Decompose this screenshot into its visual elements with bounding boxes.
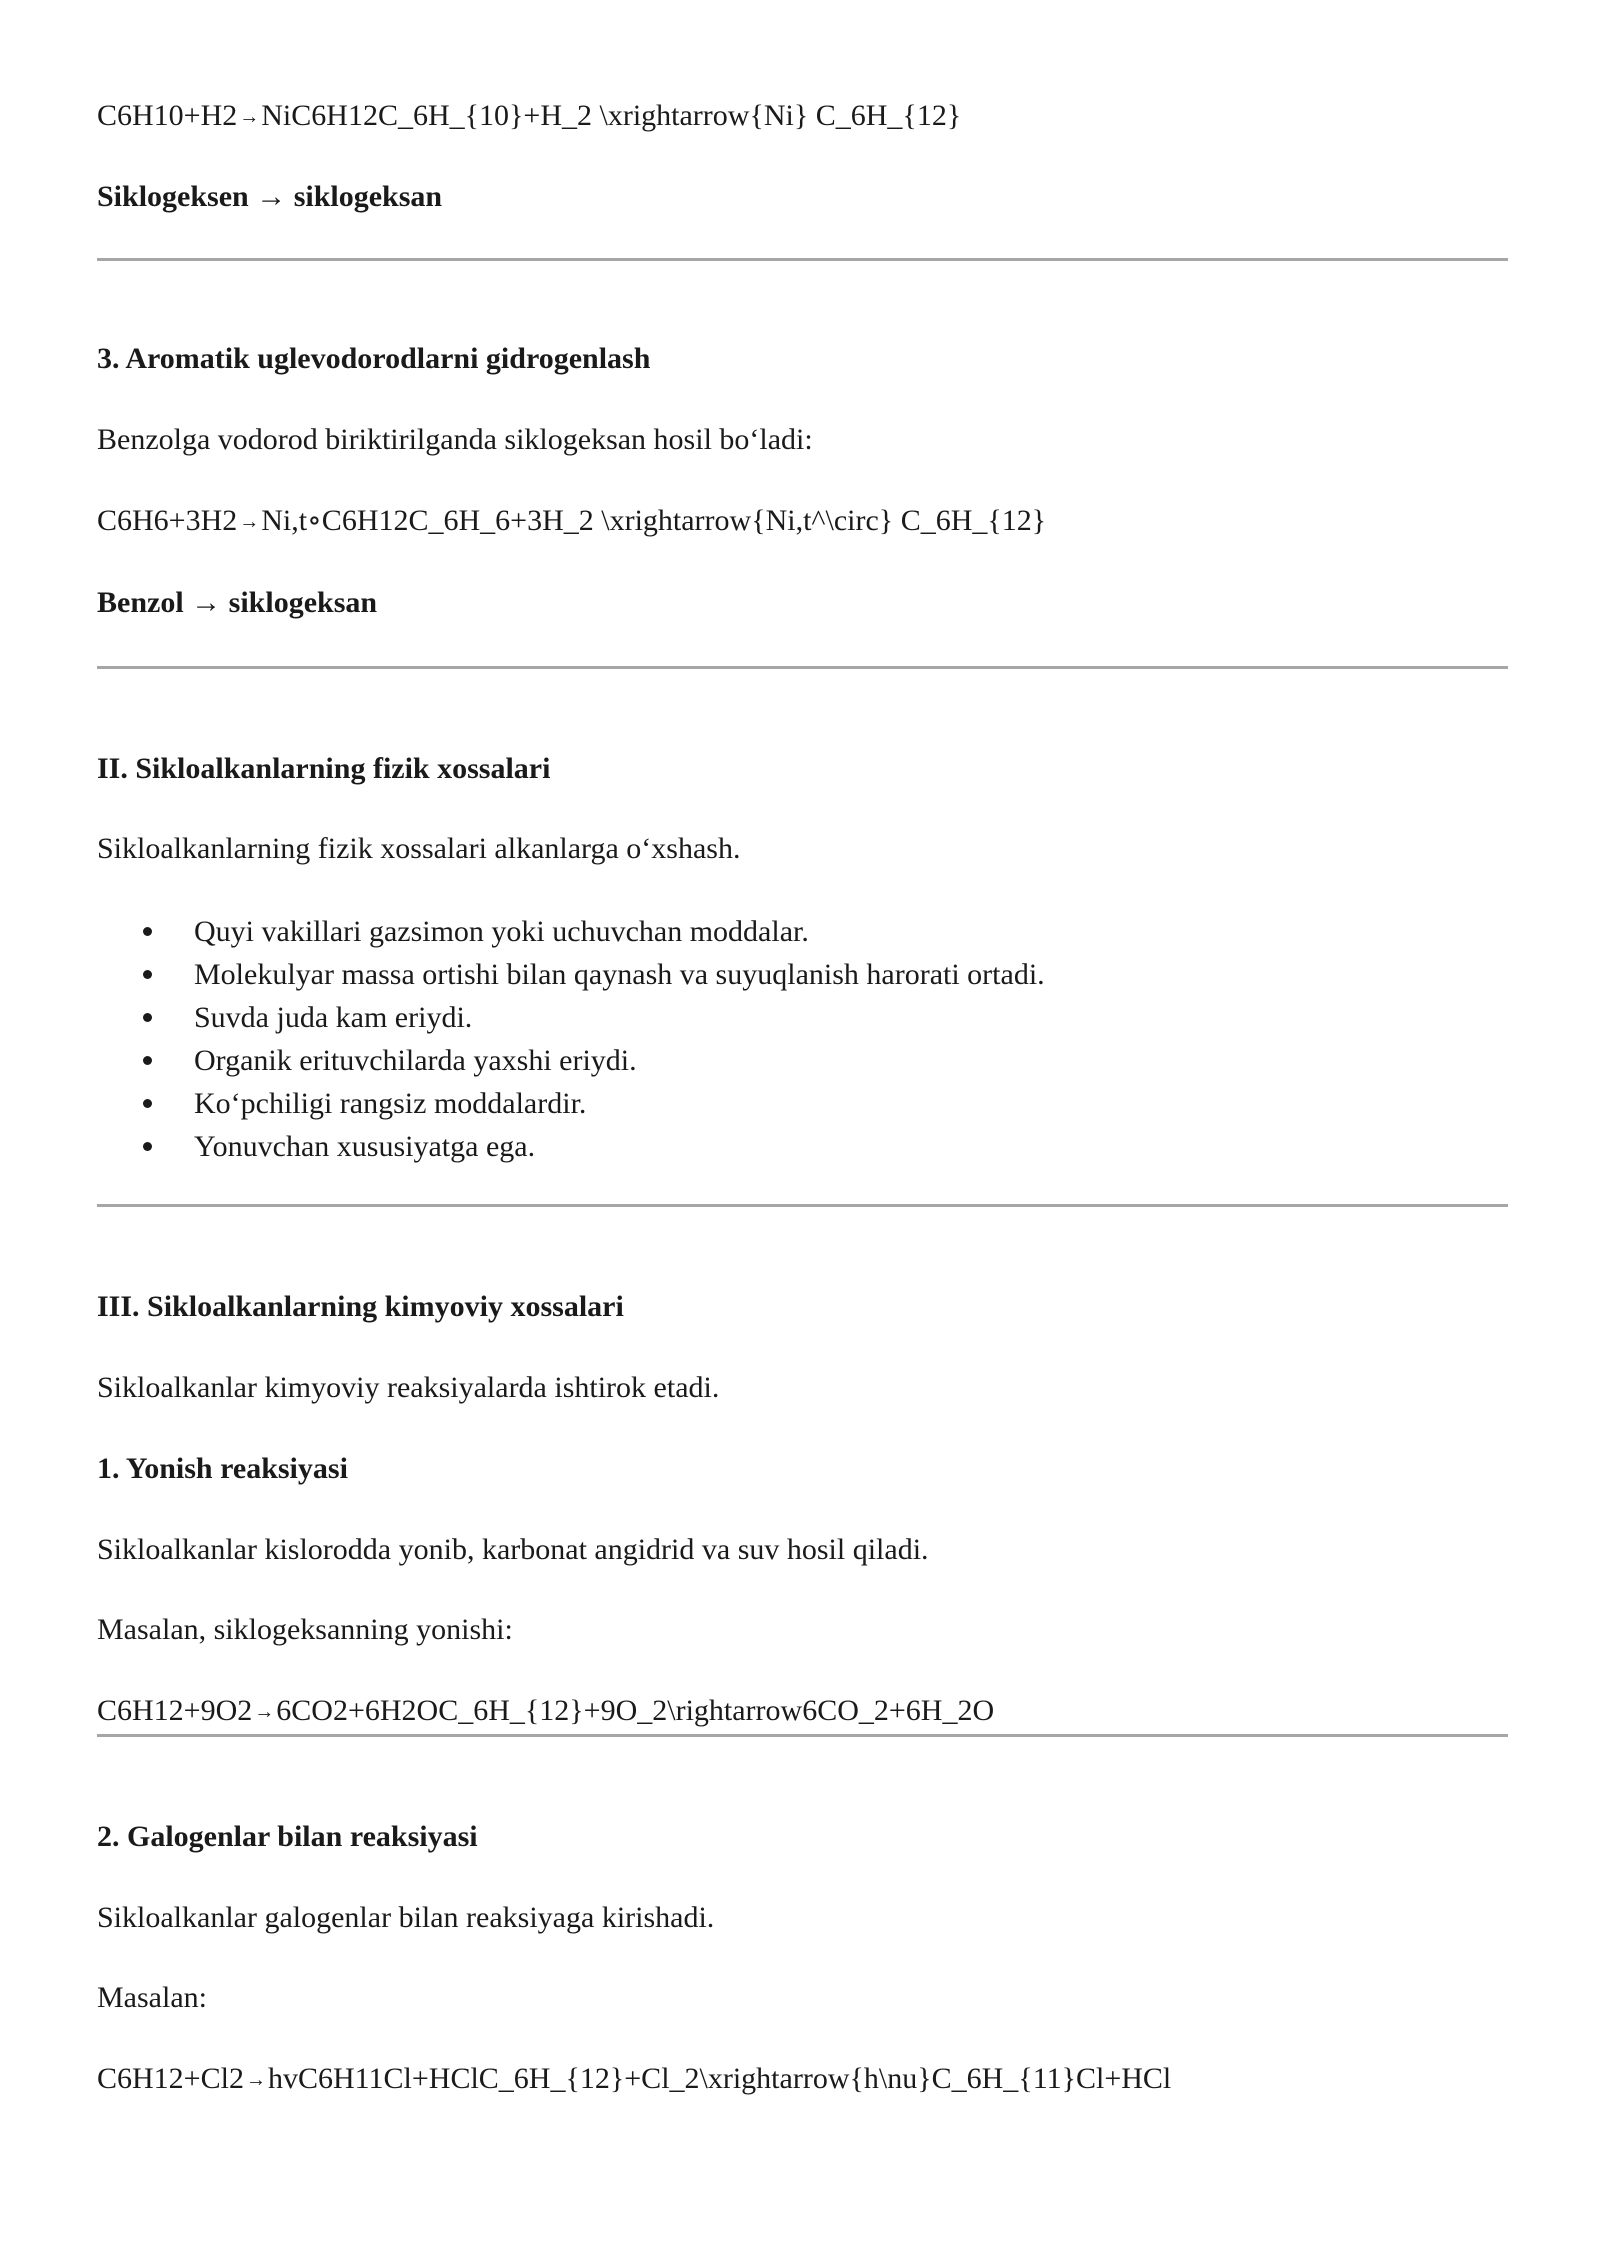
equation-left: C6H12+9O2 [97,1694,253,1727]
reaction-arrow: → [239,106,260,128]
section-divider [97,666,1508,669]
bullet-icon [143,970,152,979]
bullet-icon [143,1099,152,1108]
list-item-text: Ko‘pchiligi rangsiz moddalardir. [194,1087,587,1120]
equation-cyclohexene-hydrogenation [97,97,961,138]
physical-properties-heading: II. Sikloalkanlarning fizik xossalari [97,752,551,785]
equation-benzene-hydrogenation [97,502,1046,543]
combustion-text: Sikloalkanlar kislorodda yonib, karbonat angidrid va suv hosil qiladi. [97,1533,929,1566]
section-divider [97,258,1508,261]
equation-left: C6H6+3H2 [97,504,238,537]
list-item-text: Yonuvchan xususiyatga ega. [194,1130,536,1163]
benzene-caption: Benzol → siklogeksan [97,586,378,619]
list-item [97,996,1045,1039]
cyclohexene-caption: Siklogeksen → siklogeksan [97,180,443,213]
list-item [97,1125,1045,1168]
reaction-arrow: → [239,511,260,533]
bullet-icon [143,1142,152,1151]
physical-properties-intro: Sikloalkanlarning fizik xossalari alkanlarga o‘xshash. [97,832,741,865]
equation-right: 6CO2+6H2OC_6H_{12}+9O_2\rightarrow6CO_2+6H_2O [276,1694,995,1727]
list-item-text: Quyi vakillari gazsimon yoki uchuvchan moddalar. [194,915,809,948]
equation-right: Ni,t∘C6H12C_6H_6+3H_2 \xrightarrow{Ni,t^\circ} C_6H_{12} [261,504,1047,537]
equation-left: C6H12+Cl2 [97,2062,244,2095]
physical-properties-list [97,910,1045,1168]
chemical-properties-heading: III. Sikloalkanlarning kimyoviy xossalari [97,1290,624,1323]
list-item [97,1082,1045,1125]
bullet-icon [143,1013,152,1022]
list-item [97,1039,1045,1082]
combustion-heading: 1. Yonish reaksiyasi [97,1452,348,1485]
list-item [97,953,1045,996]
halogen-reaction-heading: 2. Galogenlar bilan reaksiyasi [97,1820,478,1853]
list-item-text: Molekulyar massa ortishi bilan qaynash va suyuqlanish harorati ortadi. [194,958,1045,991]
bullet-icon [143,927,152,936]
section-divider [97,1204,1508,1207]
list-item [97,910,1045,953]
equation-right: NiC6H12C_6H_{10}+H_2 \xrightarrow{Ni} C_6H_{12} [261,99,962,132]
chemical-properties-intro: Sikloalkanlar kimyoviy reaksiyalarda ishtirok etadi. [97,1371,720,1404]
halogen-reaction-example: Masalan: [97,1981,207,2014]
aromatic-hydrogenation-heading: 3. Aromatik uglevodorodlarni gidrogenlash [97,342,651,375]
equation-left: C6H10+H2 [97,99,238,132]
benzene-text: Benzolga vodorod biriktirilganda siklogeksan hosil bo‘ladi: [97,423,813,456]
bullet-icon [143,1056,152,1065]
halogen-reaction-text: Sikloalkanlar galogenlar bilan reaksiyaga kirishadi. [97,1901,715,1934]
reaction-arrow: → [254,1701,275,1723]
equation-halogenation [97,2060,1171,2101]
list-item-text: Organik erituvchilarda yaxshi eriydi. [194,1044,637,1077]
equation-right: hvC6H11Cl+HClC_6H_{12}+Cl_2\xrightarrow{h\nu}C_6H_{11}Cl+HCl [267,2062,1172,2095]
list-item-text: Suvda juda kam eriydi. [194,1001,473,1034]
equation-combustion [97,1692,994,1733]
section-divider [97,1734,1508,1737]
reaction-arrow: → [245,2069,266,2091]
combustion-example: Masalan, siklogeksanning yonishi: [97,1613,513,1646]
